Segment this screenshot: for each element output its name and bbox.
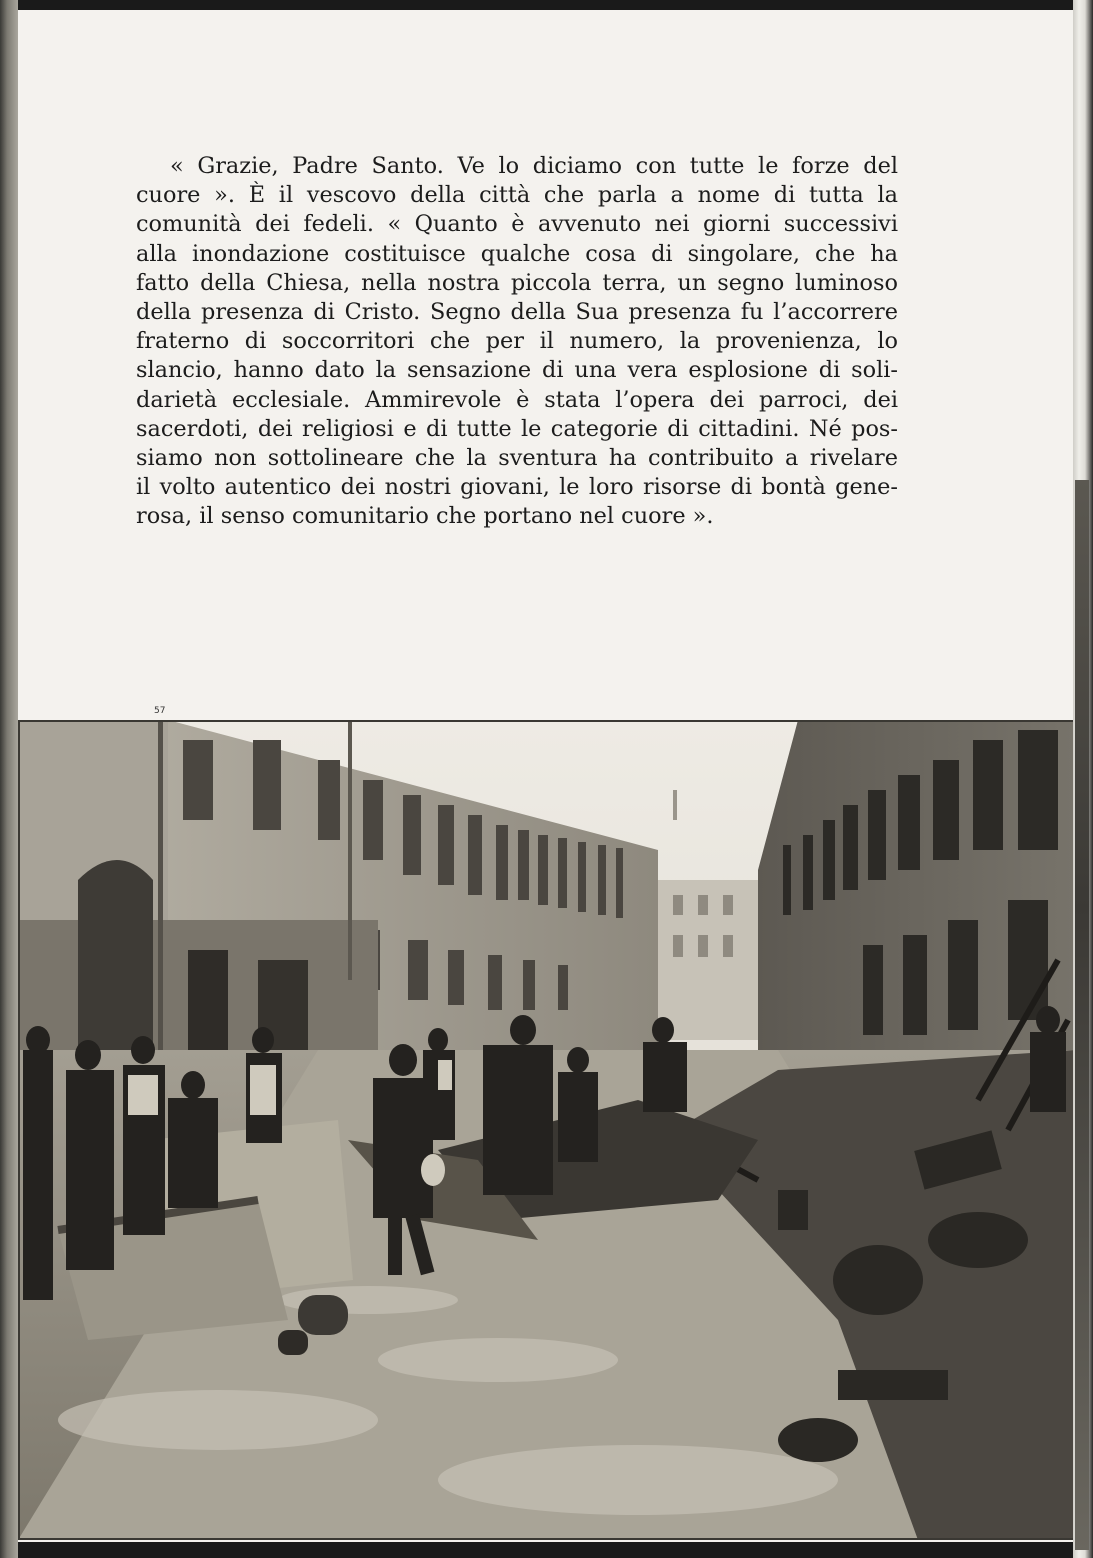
body-text xyxy=(136,152,898,532)
page-number: 57 xyxy=(154,706,166,716)
text-line: il volto autentico dei nostri giovani, le loro risorse di bontà gene- xyxy=(136,474,898,501)
text-line: fraterno di soccorritori che per il numero, la provenienza, lo xyxy=(136,328,898,355)
binding-edge-right xyxy=(1073,0,1093,1558)
text-line: sacerdoti, dei religiosi e di tutte le categorie di cittadini. Né pos- xyxy=(136,415,898,442)
text-line: fatto della Chiesa, nella nostra piccola terra, un segno luminoso xyxy=(136,269,898,296)
text-line: comunità dei fedeli. « Quanto è avvenuto nei giorni successivi xyxy=(136,211,898,238)
text-line: siamo non sottolineare che la sventura ha contribuito a rivelare xyxy=(136,445,898,472)
text-line: cuore ». È il vescovo della città che parla a nome di tutta la xyxy=(136,182,898,209)
text-line: slancio, hanno dato la sensazione di una vera esplosione di soli- xyxy=(136,357,898,384)
text-line: rosa, il senso comunitario che portano nel cuore ». xyxy=(136,503,714,530)
text-line: alla inondazione costituisce qualche cosa di singolare, che ha xyxy=(136,240,898,267)
spine-shadow xyxy=(1075,480,1089,1550)
binding-edge-left xyxy=(0,0,18,1558)
flood-street-photo xyxy=(18,720,1075,1540)
text-line: darietà ecclesiale. Ammirevole è stata l’opera dei parroci, dei xyxy=(136,386,898,413)
text-line: « Grazie, Padre Santo. Ve lo diciamo con tutte le forze del xyxy=(170,153,898,179)
photo-illustration xyxy=(18,720,1075,1540)
text-line: della presenza di Cristo. Segno della Sua presenza fu l’accorrere xyxy=(136,299,898,326)
